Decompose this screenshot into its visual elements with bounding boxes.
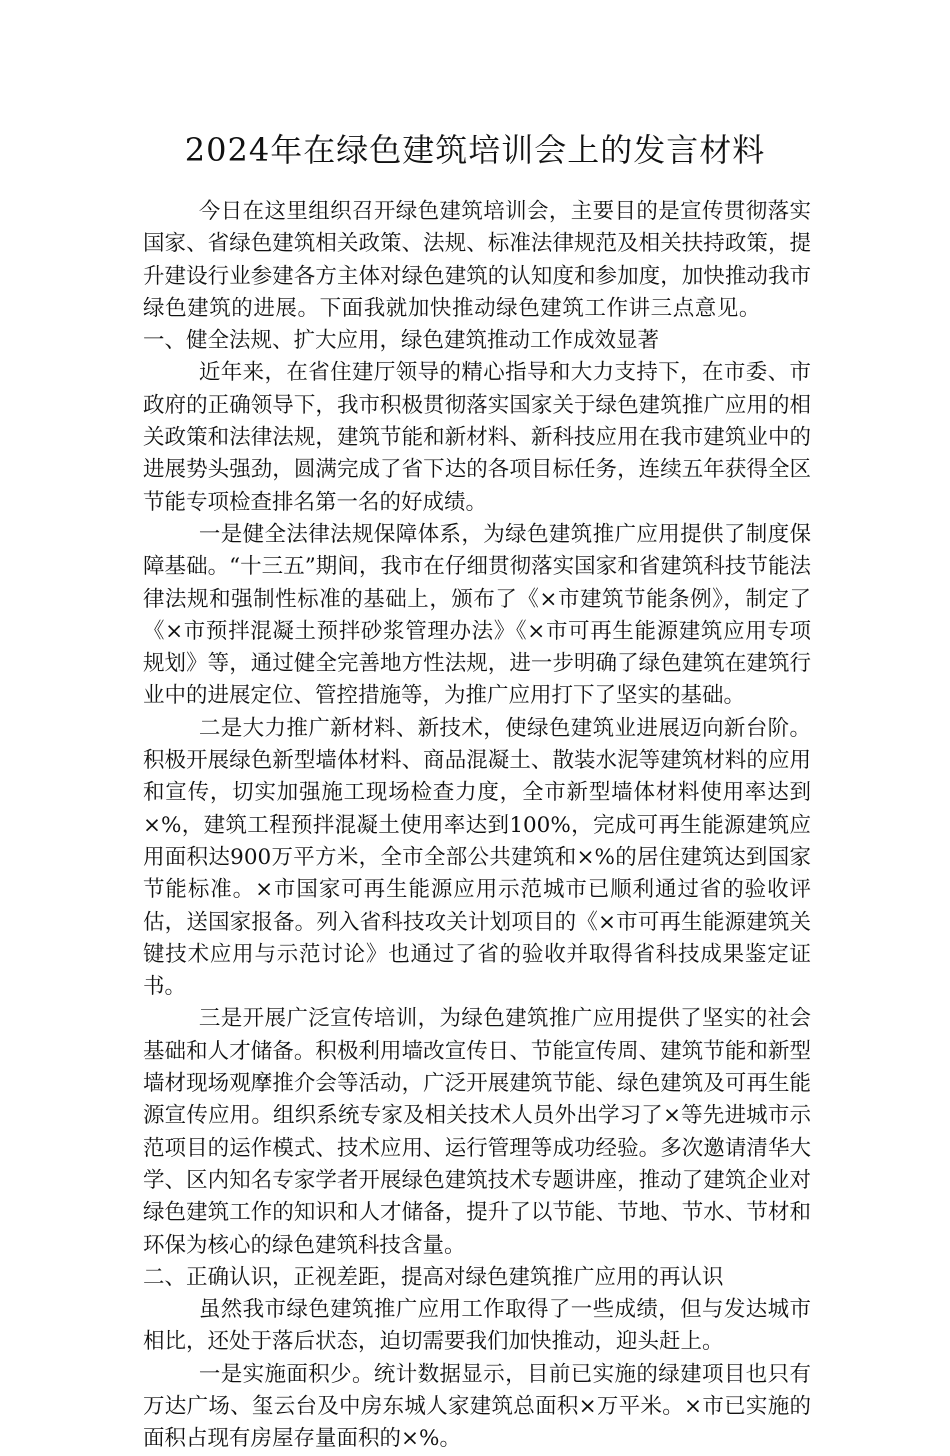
document-title: 2024年在绿色建筑培训会上的发言材料	[184, 131, 766, 169]
paragraph: 近年来，在省住建厅领导的精心指导和大力支持下，在市委、市政府的正确领导下，我市积极贯彻落实国家关于绿色建筑推广应用的相关政策和法律法规，建筑节能和新材料、新科技应用在我市建筑业中的进展势头强劲，圆满完成了省下达的各项目标任务，连续五年获得全区节能专项检查排名第一名的好成绩。	[143, 360, 811, 515]
paragraph: 一是实施面积少。统计数据显示，目前已实施的绿建项目也只有万达广场、玺云台及中房东城人家建筑总面积×万平米。×市已实施的面积占现有房屋存量面积的×%。	[143, 1361, 811, 1452]
paragraph: 一是健全法律法规保障体系，为绿色建筑推广应用提供了制度保障基础。“十三五”期间，我市在仔细贯彻落实国家和省建筑科技节能法律法规和强制性标准的基础上，颁布了《×市建筑节能条例》，制定了《×市预拌混凝土预拌砂浆管理办法》《×市可再生能源建筑应用专项规划》等，通过健全完善地方性法规，进一步明确了绿色建筑在建筑行业中的进展定位、管控措施等，为推广应用打下了坚实的基础。	[143, 521, 811, 709]
paragraph: 二是大力推广新材料、新技术，使绿色建筑业进展迈向新台阶。积极开展绿色新型墙体材料、商品混凝土、散装水泥等建筑材料的应用和宣传，切实加强施工现场检查力度，全市新型墙体材料使用率达到×%，建筑工程预拌混凝土使用率达到100%，完成可再生能源建筑应用面积达900万平方米，全市全部公共建筑和×%的居住建筑达到国家节能标准。×市国家可再生能源应用示范城市已顺利通过省的验收评估，送国家报备。列入省科技攻关计划项目的《×市可再生能源建筑关键技术应用与示范讨论》也通过了省的验收并取得省科技成果鉴定证书。	[143, 715, 811, 1000]
paragraph: 三是开展广泛宣传培训，为绿色建筑推广应用提供了坚实的社会基础和人才储备。积极利用墙改宣传日、节能宣传周、建筑节能和新型墙材现场观摩推介会等活动，广泛开展建筑节能、绿色建筑及可再生能源宣传应用。组织系统专家及相关技术人员外出学习了×等先进城市示范项目的运作模式、技术应用、运行管理等成功经验。多次邀请清华大学、区内知名专家学者开展绿色建筑技术专题讲座，推动了建筑企业对绿色建筑工作的知识和人才储备，提升了以节能、节地、节水、节材和环保为核心的绿色建筑科技含量。	[143, 1006, 811, 1258]
section-heading-1: 一、健全法规、扩大应用，绿色建筑推动工作成效显著	[143, 328, 660, 354]
paragraph-intro-text: 今日在这里组织召开绿色建筑培训会，主要目的是宣传贯彻落实国家、省绿色建筑相关政策、法规、标准法律规范及相关扶持政策，提升建设行业参建各方主体对绿色建筑的认知度和参加度，加快推动我市绿色建筑的进展。下面我就加快推动绿色建筑工作讲三点意见。	[143, 199, 811, 321]
section-heading-2: 二、正确认识，正视差距，提高对绿色建筑推广应用的再认识	[143, 1264, 724, 1290]
document-body	[143, 196, 811, 1456]
paragraph-intro	[143, 196, 811, 357]
paragraph: 虽然我市绿色建筑推广应用工作取得了一些成绩，但与发达城市相比，还处于落后状态，迫切需要我们加快推动，迎头赶上。	[143, 1297, 811, 1355]
